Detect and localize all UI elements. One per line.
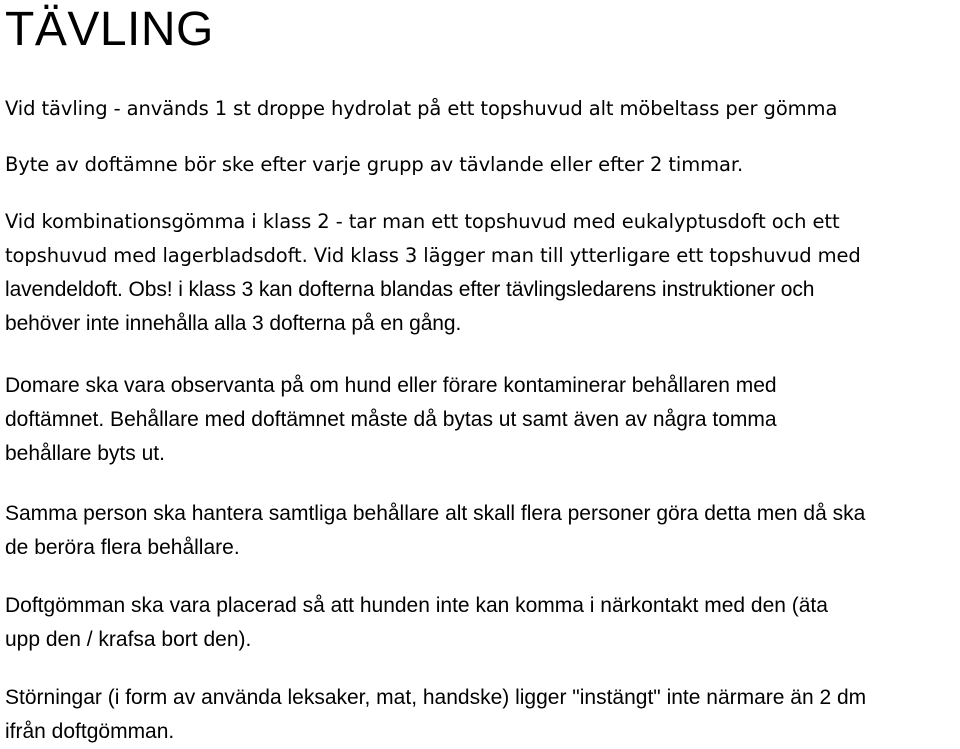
paragraph-line: doftämnet. Behållare med doftämnet måste då bytas ut samt även av några tomma (5, 408, 777, 431)
paragraph-line: ifrån doftgömman. (5, 720, 175, 743)
paragraph-competition-drop (5, 92, 837, 126)
paragraph-line: Doftgömman ska vara placerad så att hunden inte kan komma i närkontakt med den (äta (5, 594, 828, 617)
paragraph-line: Vid kombinationsgömma i klass 2 - tar man ett topshuvud med eukalyptusdoft och ett (5, 210, 840, 233)
paragraph-line: de beröra flera behållare. (5, 536, 240, 559)
paragraph-line: Samma person ska hantera samtliga behållare alt skall flera personer göra detta men då ska (5, 502, 866, 525)
paragraph-distractions (5, 681, 866, 749)
page-title: TÄVLING (5, 3, 214, 56)
paragraph-same-person (5, 497, 865, 565)
paragraph-line: behållare byts ut. (5, 442, 165, 465)
paragraph-line: behöver inte innehålla alla 3 dofterna på en gång. (5, 312, 462, 335)
paragraph-hide-placement (5, 589, 828, 657)
paragraph-line: Domare ska vara observanta på om hund eller förare kontaminerar behållaren med (5, 374, 777, 397)
paragraph-scent-change (5, 148, 743, 182)
paragraph-judges (5, 369, 777, 471)
paragraph-line: Byte av doftämne bör ske efter varje grupp av tävlande eller efter 2 timmar. (5, 153, 744, 176)
paragraph-line: lavendeldoft. Obs! i klass 3 kan dofterna blandas efter tävlingsledarens instruktioner och (5, 278, 815, 301)
paragraph-line: upp den / krafsa bort den). (5, 628, 252, 651)
paragraph-line: Vid tävling - används 1 st droppe hydrolat på ett topshuvud alt möbeltass per gömma (5, 97, 838, 120)
paragraph-combination-hide (5, 205, 861, 341)
paragraph-line: topshuvud med lagerbladsdoft. Vid klass 3 lägger man till ytterligare ett topshuvud med (5, 244, 861, 267)
paragraph-line: Störningar (i form av använda leksaker, mat, handske) ligger "instängt" inte närmare än 2 dm (5, 686, 867, 709)
